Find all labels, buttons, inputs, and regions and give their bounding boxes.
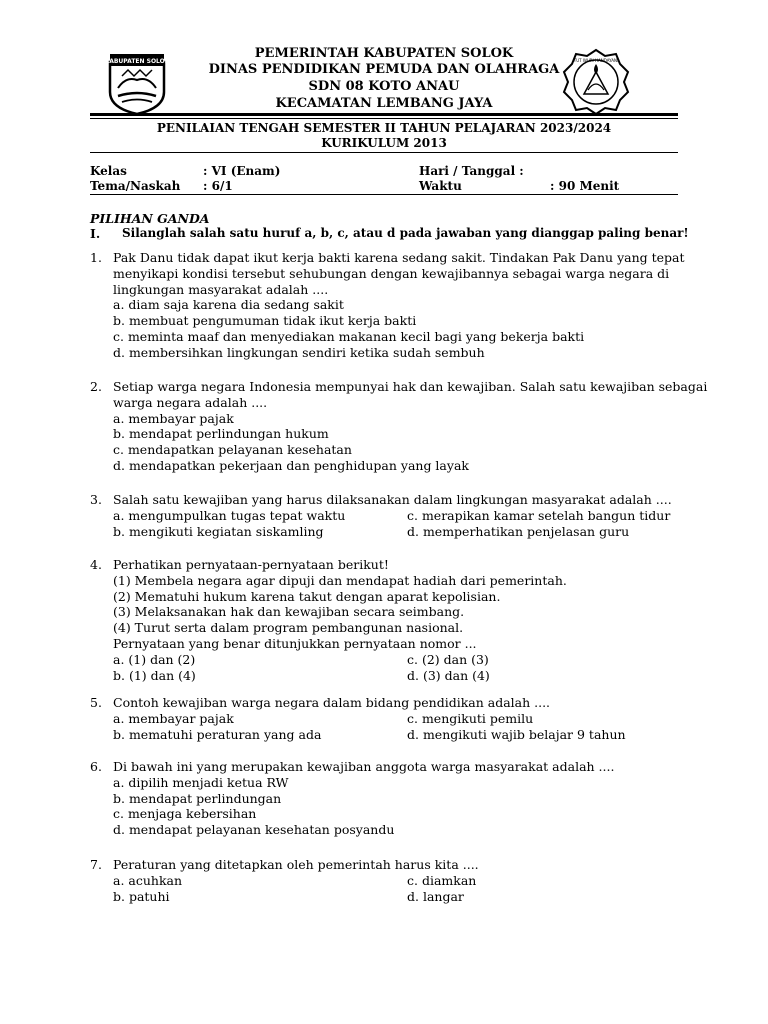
question-number: 4. [90,557,102,572]
logo-left-text: KABUPATEN SOLOK [104,58,170,65]
header-divider-thick [90,113,678,116]
question-text-line: (4) Turut serta dalam program pembangunan nasional. [113,620,464,636]
answer-option[interactable]: a. dipilih menjadi ketua RW [113,774,289,790]
info-block [90,163,690,195]
question-body [113,379,707,474]
options-row [113,889,479,905]
question-body [113,759,614,838]
section-instruction: Silanglah salah satu huruf a, b, c, atau d pada jawaban yang dianggap paling benar! [122,226,689,240]
question-body [113,857,479,904]
answer-option[interactable]: b. mengikuti kegiatan siskamling [113,523,324,539]
answer-option[interactable]: d. memperhatikan penjelasan guru [407,523,630,539]
question-text-line: Contoh kewajiban warga negara dalam bidang pendidikan adalah .... [113,695,551,710]
answer-option[interactable]: c. (2) dan (3) [407,651,489,667]
question-body [113,695,626,742]
exam-curriculum: KURIKULUM 2013 [321,136,447,150]
answer-option[interactable]: c. meminta maaf dan menyediakan makanan kecil bagi yang bekerja bakti [113,328,585,344]
question-text-line: (1) Membela negara agar dipuji dan mendapat hadiah dari pemerintah. [113,572,567,588]
answer-option[interactable]: c. menjaga kebersihan [113,806,257,822]
question-text-line: (2) Mematuhi hukum karena takut dengan aparat kepolisian. [113,588,501,604]
header-line-3: SDN 08 KOTO ANAU [308,79,460,94]
question-body [113,492,672,539]
logo-right-text: TUT WURI HANDAYANI [573,58,619,63]
answer-option[interactable]: c. diamkan [407,872,477,888]
waktu-label: Waktu [419,179,462,193]
header-line-2: DINAS PENDIDIKAN PEMUDA DAN OLAHRAGA [208,62,560,77]
answer-option[interactable]: d. mengikuti wajib belajar 9 tahun [407,726,626,742]
question-number: 6. [90,759,102,774]
question-text-line: menyikapi kondisi tersebut sehubungan dengan kewajibannya sebagai warga negara di [113,265,670,281]
answer-option[interactable]: a. membayar pajak [113,410,234,426]
options-row [113,524,672,540]
question-text-line: Pak Danu tidak dapat ikut kerja bakti karena sedang sakit. Tindakan Pak Danu yang tepat [113,250,685,265]
waktu-value: : 90 Menit [550,179,620,193]
answer-option[interactable]: b. (1) dan (4) [113,667,196,683]
answer-option[interactable]: a. mengumpulkan tugas tepat waktu [113,507,346,523]
answer-option[interactable]: d. (3) dan (4) [407,667,490,683]
answer-option[interactable]: d. mendapat pelayanan kesehatan posyandu [113,822,395,838]
options-row [113,508,672,524]
answer-option[interactable]: a. (1) dan (2) [113,651,196,667]
info-divider [90,194,678,195]
options-row [113,873,479,889]
question-text-line: Salah satu kewajiban yang harus dilaksanakan dalam lingkungan masyarakat adalah .... [113,492,672,507]
header-divider-thin [90,118,678,119]
question-body [113,250,685,361]
question-number: 3. [90,492,102,507]
answer-option[interactable]: a. diam saja karena dia sedang sakit [113,297,344,313]
answer-option[interactable]: c. mendapatkan pelayanan kesehatan [113,442,352,458]
answer-option[interactable]: b. patuhi [113,888,170,904]
answer-option[interactable]: d. langar [407,888,464,904]
question-text-line: warga negara adalah .... [113,394,268,410]
answer-option[interactable]: a. acuhkan [113,872,183,888]
header-line-1: PEMERINTAH KABUPATEN SOLOK [254,46,514,61]
answer-option[interactable]: b. mendapat perlindungan hukum [113,426,329,442]
kelas-value: : VI (Enam) [203,164,281,178]
options-row [113,668,567,684]
exam-title: PENILAIAN TENGAH SEMESTER II TAHUN PELAJARAN 2023/2024 [156,121,612,135]
answer-option[interactable]: d. mendapatkan pekerjaan dan penghidupan yang layak [113,457,469,473]
answer-option[interactable]: a. membayar pajak [113,710,234,726]
options-row [113,711,550,727]
header-line-4: KECAMATAN LEMBANG JAYA [275,96,493,111]
answer-option[interactable]: c. mengikuti pemilu [407,710,534,726]
question-number: 5. [90,695,102,710]
answer-option[interactable]: b. membuat pengumuman tidak ikut kerja bakti [113,313,417,329]
hari-tanggal-label: Hari / Tanggal : [419,164,524,178]
options-row [113,726,626,743]
options-row [113,652,567,668]
title-divider [90,152,678,153]
answer-option[interactable]: c. merapikan kamar setelah bangun tidur [407,507,671,523]
question-number: 2. [90,379,102,394]
question-number: 1. [90,250,102,265]
tema-label: Tema/Naskah [90,179,181,193]
section-title: PILIHAN GANDA [90,211,210,226]
answer-option[interactable]: b. mendapat perlindungan [113,790,282,806]
question-text-line: Di bawah ini yang merupakan kewajiban anggota warga masyarakat adalah .... [113,759,615,774]
question-text-line: (3) Melaksanakan hak dan kewajiban secara seimbang. [113,604,465,620]
question-text-line: Peraturan yang ditetapkan oleh pemerintah harus kita .... [113,857,479,872]
tema-value: : 6/1 [203,179,233,193]
question-body [113,557,567,683]
question-text-line: Perhatikan pernyataan-pernyataan berikut! [113,557,389,572]
kelas-label: Kelas [90,164,127,178]
answer-option[interactable]: d. membersihkan lingkungan sendiri ketika sudah sembuh [113,344,485,360]
section-roman-numeral: I. [90,226,101,241]
question-number: 7. [90,857,102,872]
question-text-line: Setiap warga negara Indonesia mempunyai hak dan kewajiban. Salah satu kewajiban sebagai [113,379,708,394]
answer-option[interactable]: b. mematuhi peraturan yang ada [113,726,322,742]
question-text-line: lingkungan masyarakat adalah .... [113,281,329,297]
question-text-line: Pernyataan yang benar ditunjukkan pernyataan nomor ... [113,635,477,651]
